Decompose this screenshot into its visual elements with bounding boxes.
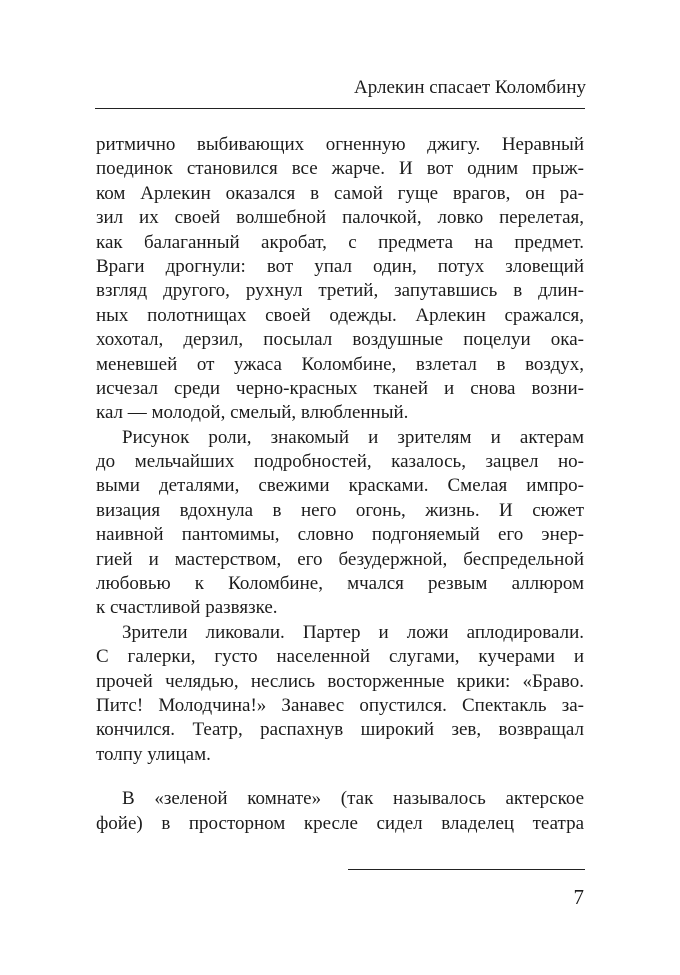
text-line: взгляд другого, рухнул третий, запутавшись в длин-	[96, 280, 584, 302]
text-line: до мельчайших подробностей, казалось, зацвел но-	[96, 451, 584, 473]
running-head: Арлекин спасает Коломбину	[354, 77, 586, 98]
text-line: зил их своей волшебной палочкой, ловко перелетая,	[96, 207, 584, 229]
text-line: Зрители ликовали. Партер и ложи аплодировали.	[122, 621, 584, 643]
text-line: визация вдохнула в него огонь, жизнь. И сюжет	[96, 499, 584, 521]
paragraph-2	[96, 426, 584, 621]
text-line: хохотал, дерзил, посылал воздушные поцелуи ока-	[96, 329, 584, 351]
text-line: как балаганный акробат, с предмета на предмет.	[96, 231, 584, 253]
text-line: фойе) в просторном кресле сидел владелец театра	[96, 812, 584, 834]
text-line: толпу улицам.	[96, 743, 211, 765]
footer-rule	[348, 869, 585, 870]
text-line: исчезал среди черно-красных тканей и снова возни-	[96, 377, 584, 399]
paragraph-4	[96, 787, 584, 836]
text-line: В «зеленой комнате» (так называлось актерское	[122, 788, 584, 810]
text-line: ком Арлекин оказался в самой гуще врагов, он ра-	[96, 182, 584, 204]
text-line: ных полотнищах своей одежды. Арлекин сражался,	[96, 304, 584, 326]
body-text	[96, 133, 584, 836]
paragraph-1	[96, 133, 584, 426]
header-rule	[95, 108, 585, 109]
paragraph-3	[96, 621, 584, 767]
text-line: выми деталями, свежими красками. Смелая импро-	[96, 475, 584, 497]
section-break	[96, 767, 584, 787]
text-line: Враги дрогнули: вот упал один, потух зловещий	[96, 255, 584, 277]
text-line: ритмично выбивающих огненную джигу. Неравный	[96, 134, 584, 155]
text-line: к счастливой развязке.	[96, 597, 278, 619]
text-line: С галерки, густо населенной слугами, кучерами и	[96, 646, 584, 668]
text-line: гией и мастерством, его безудержной, беспредельной	[96, 548, 584, 570]
text-line: кал — молодой, смелый, влюбленный.	[96, 402, 409, 424]
text-line: поединок становился все жарче. И вот одним прыж-	[96, 158, 584, 180]
page-number: 7	[573, 885, 584, 909]
text-line: наивной пантомимы, словно подгоняемый его энер-	[96, 524, 584, 546]
text-line: Рисунок роли, знакомый и зрителям и актерам	[122, 426, 584, 448]
text-line: меневшей от ужаса Коломбине, взлетал в воздух,	[96, 353, 584, 375]
text-line: любовью к Коломбине, мчался резвым аллюром	[96, 573, 584, 595]
text-line: Питс! Молодчина!» Занавес опустился. Спектакль за-	[96, 694, 584, 716]
text-line: прочей челядью, неслись восторженные крики: «Браво.	[96, 670, 584, 692]
text-line: кончился. Театр, распахнув широкий зев, возвращал	[96, 719, 584, 741]
